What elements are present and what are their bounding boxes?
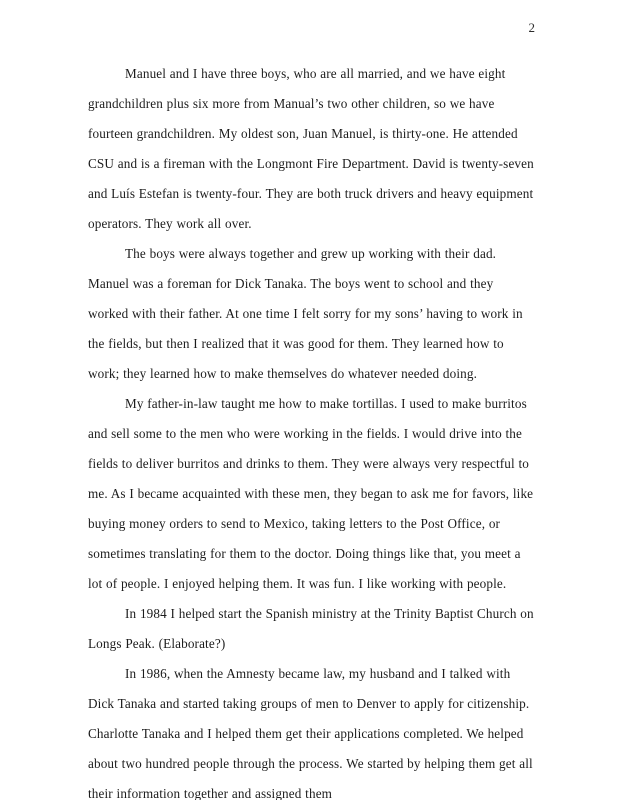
paragraph: Manuel and I have three boys, who are all married, and we have eight grandchildren plus six more from Manual’s two other children, so we have fourteen grandchildren. My oldest son, Juan Manuel, is thirty-one. He attended CSU and is a fireman with the Longmont Fire Department. David is twenty-seven and Luís Estefan is twenty-four. They are both truck drivers and heavy equipment operators. They work all over. bbox=[88, 66, 534, 231]
page-number: 2 bbox=[528, 20, 535, 35]
paragraph: In 1986, when the Amnesty became law, my husband and I talked with Dick Tanaka and started taking groups of men to Denver to apply for citizenship. Charlotte Tanaka and I helped them get their applications completed. We helped about two hundred people through the process. We started by helping them get all their information together and assigned them bbox=[88, 666, 533, 800]
paragraph: In 1984 I helped start the Spanish ministry at the Trinity Baptist Church on Longs Peak. (Elaborate?) bbox=[88, 606, 534, 651]
paragraph: My father-in-law taught me how to make tortillas. I used to make burritos and sell some to the men who were working in the fields. I would drive into the fields to deliver burritos and drinks to them. They were always very respectful to me. As I became acquainted with these men, they began to ask me for favors, like buying money orders to send to Mexico, taking letters to the Post Office, or sometimes translating for them to the doctor. Doing things like that, you meet a lot of people. I enjoyed helping them. It was fun. I like working with people. bbox=[88, 396, 534, 591]
paragraph: The boys were always together and grew up working with their dad. Manuel was a foreman for Dick Tanaka. The boys went to school and they worked with their father. At one time I felt sorry for my sons’ having to work in the fields, but then I realized that it was good for them. They learned how to work; they learned how to make themselves do whatever needed doing. bbox=[88, 246, 523, 381]
document-body bbox=[88, 59, 535, 800]
